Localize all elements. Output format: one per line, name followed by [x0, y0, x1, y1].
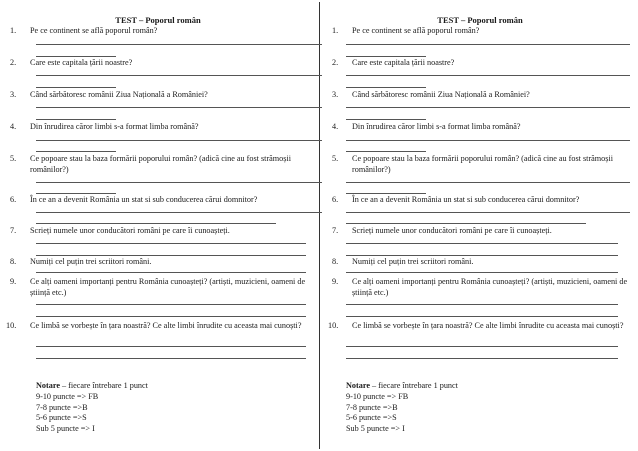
grading-heading-rest: – fiecare întrebare 1 punct [59, 381, 148, 390]
question-text: Când sărbătoresc românii Ziua Națională a României? [30, 90, 208, 99]
answer-line[interactable] [36, 182, 322, 183]
question-number: 3. [10, 90, 17, 99]
answer-line[interactable] [346, 140, 630, 141]
question-number: 10. [6, 321, 17, 330]
answer-line[interactable] [346, 87, 426, 88]
answer-line[interactable] [346, 182, 630, 183]
question-number: 8. [332, 257, 339, 266]
question-text: Care este capitala țării noastre? [352, 58, 455, 67]
question-number: 9. [10, 277, 17, 286]
answer-line[interactable] [36, 119, 116, 120]
answer-line[interactable] [36, 316, 306, 317]
answer-line[interactable] [346, 358, 618, 359]
question-text: Ce limbă se vorbește în țara noastră? Ce alte limbi înrudite cu aceasta mai cunoști? [30, 321, 302, 330]
question-text: În ce an a devenit România un stat si sub conducerea cărui domnitor? [30, 195, 258, 204]
grading-line: 5-6 puncte =>S [346, 413, 397, 423]
question-text: Din înrudirea căror limbi s-a format limba română? [30, 122, 199, 131]
grading-line: Sub 5 puncte => I [36, 424, 95, 434]
question-number: 4. [332, 122, 339, 131]
question-text: În ce an a devenit România un stat si sub conducerea cărui domnitor? [352, 195, 580, 204]
test-title: TEST – Poporul român [437, 15, 523, 25]
question-text: Scrieți numele unor conducători români pe care îi cunoașteți. [30, 226, 230, 235]
column-divider [319, 2, 320, 449]
answer-line[interactable] [36, 304, 306, 305]
question-number: 7. [332, 226, 339, 235]
answer-line[interactable] [346, 44, 630, 45]
question-text: Din înrudirea căror limbi s-a format limba română? [352, 122, 521, 131]
question-number: 5. [10, 154, 17, 163]
question-number: 7. [10, 226, 17, 235]
grading-heading-rest: – fiecare întrebare 1 punct [369, 381, 458, 390]
question-text: Ce alți oameni importanți pentru România cunoașteți? (artiști, muzicieni, oameni de știință etc.) [30, 277, 306, 297]
question-text: Ce popoare stau la baza formării poporului român? (adică cine au fost strămoșii românilor?) [352, 154, 613, 174]
question-number: 10. [328, 321, 339, 330]
answer-line[interactable] [346, 243, 618, 244]
question-text: Numiți cel puțin trei scriitori români. [30, 257, 152, 266]
question-number: 1. [10, 26, 17, 35]
question-text: Numiți cel puțin trei scriitori români. [352, 257, 474, 266]
answer-line[interactable] [36, 75, 322, 76]
grading-line: 9-10 puncte => FB [36, 391, 99, 401]
answer-line[interactable] [346, 223, 586, 224]
grading-heading [36, 381, 148, 392]
grading-heading-bold: Notare [36, 381, 60, 390]
answer-line[interactable] [36, 272, 306, 273]
answer-line[interactable] [36, 87, 116, 88]
grading-line: 7-8 puncte =>B [36, 402, 88, 412]
grading-line: Sub 5 puncte => I [346, 424, 405, 434]
test-column-left [8, 0, 308, 451]
question-text: Ce limbă se vorbește în țara noastră? Ce alte limbi înrudite cu aceasta mai cunoști? [352, 321, 624, 330]
answer-line[interactable] [36, 151, 116, 152]
question-number: 8. [10, 257, 17, 266]
answer-line[interactable] [36, 107, 322, 108]
question-number: 9. [332, 277, 339, 286]
question-number: 6. [332, 195, 339, 204]
question-text: Când sărbătoresc românii Ziua Națională a României? [352, 90, 530, 99]
grading-notes [346, 381, 458, 435]
grading-line: 5-6 puncte =>S [36, 413, 87, 423]
answer-line[interactable] [346, 75, 630, 76]
answer-line[interactable] [36, 358, 306, 359]
grading-notes [36, 381, 148, 435]
answer-line[interactable] [346, 212, 630, 213]
grading-heading [346, 381, 458, 392]
question-text: Care este capitala țării noastre? [30, 58, 133, 67]
answer-line[interactable] [36, 44, 322, 45]
question-number: 2. [10, 58, 17, 67]
test-column-right [330, 0, 630, 451]
answer-line[interactable] [36, 243, 306, 244]
answer-line[interactable] [36, 140, 322, 141]
answer-line[interactable] [346, 316, 618, 317]
answer-line[interactable] [36, 223, 276, 224]
question-number: 5. [332, 154, 339, 163]
question-text: Pe ce continent se află poporul român? [352, 26, 480, 35]
question-number: 2. [332, 58, 339, 67]
answer-line[interactable] [346, 272, 618, 273]
question-number: 3. [332, 90, 339, 99]
question-number: 4. [10, 122, 17, 131]
test-title: TEST – Poporul român [115, 15, 201, 25]
question-number: 6. [10, 195, 17, 204]
answer-line[interactable] [36, 346, 306, 347]
question-text: Ce popoare stau la baza formării poporului român? (adică cine au fost strămoșii românilor?) [30, 154, 291, 174]
answer-line[interactable] [36, 212, 322, 213]
answer-line[interactable] [346, 304, 618, 305]
answer-line[interactable] [346, 151, 426, 152]
answer-line[interactable] [346, 119, 426, 120]
question-text: Scrieți numele unor conducători români pe care îi cunoașteți. [352, 226, 552, 235]
question-text: Pe ce continent se află poporul român? [30, 26, 158, 35]
grading-line: 9-10 puncte => FB [346, 391, 409, 401]
answer-line[interactable] [346, 346, 618, 347]
grading-heading-bold: Notare [346, 381, 370, 390]
grading-line: 7-8 puncte =>B [346, 402, 398, 412]
answer-line[interactable] [346, 107, 630, 108]
question-text: Ce alți oameni importanți pentru România cunoașteți? (artiști, muzicieni, oameni de știință etc.) [352, 277, 628, 297]
question-number: 1. [332, 26, 339, 35]
